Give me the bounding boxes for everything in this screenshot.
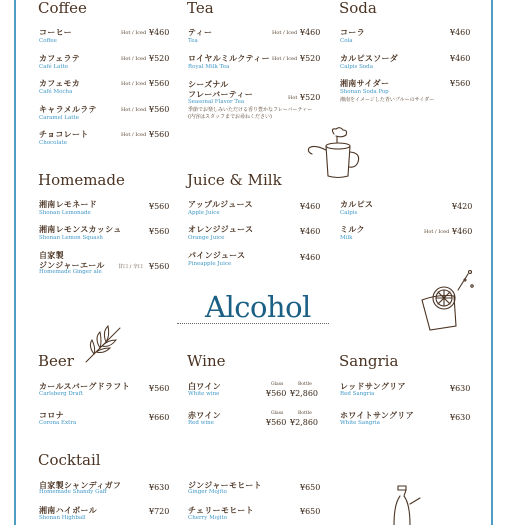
left-frame-border bbox=[14, 0, 16, 525]
item-name-jp: 自家製シャンディガフ bbox=[39, 481, 122, 490]
item-price: ¥460 bbox=[300, 227, 321, 236]
item-name-jp: 湘南レモンスカッシュ bbox=[39, 225, 122, 234]
item-name-jp: オレンジジュース bbox=[188, 225, 254, 234]
item-name-en: Shonan Lemonade bbox=[39, 210, 91, 216]
alcohol-divider bbox=[177, 323, 329, 324]
item-name-en: Red wine bbox=[188, 420, 214, 426]
item-name-jp: ジンジャーモヒート bbox=[188, 481, 262, 490]
item-name-en: Orange Juice bbox=[188, 235, 225, 241]
item-price: ¥630 bbox=[149, 483, 170, 492]
item-option: Hot bbox=[288, 95, 298, 101]
item-price: ¥560 bbox=[149, 79, 170, 88]
item-name-en: Homemade Ginger ale bbox=[39, 269, 102, 275]
item-price: ¥460 bbox=[149, 28, 170, 37]
item-name-jp: レッドサングリア bbox=[340, 382, 406, 391]
item-price: ¥560 bbox=[149, 130, 170, 139]
item-price: ¥650 bbox=[300, 507, 321, 516]
item-name-en: Homemade Shandy Gaff bbox=[39, 489, 107, 495]
lemon-drink-illustration bbox=[416, 268, 478, 334]
item-name-en: Royal Milk Tea bbox=[188, 64, 230, 70]
item-option: Hot / Iced bbox=[272, 30, 298, 36]
item-name-jp: カルピスソーダ bbox=[340, 54, 399, 63]
section-title-wine: Wine bbox=[187, 352, 226, 370]
item-note: 季節でお楽しみいただける香り豊かなフレーバーティー bbox=[188, 107, 313, 113]
item-option: Hot / Iced bbox=[121, 56, 147, 62]
item-name-jp: ホワイトサングリア bbox=[340, 411, 414, 420]
item-name-jp: 湘南レモネード bbox=[39, 200, 98, 209]
item-price: ¥560 bbox=[149, 262, 170, 271]
glass-price: ¥560 bbox=[266, 418, 287, 427]
bottle-label: Bottle bbox=[298, 382, 312, 387]
item-name-jp: コロナ bbox=[39, 411, 64, 420]
item-name-jp: 白ワイン bbox=[188, 382, 221, 391]
item-name-jp: パインジュース bbox=[188, 251, 246, 260]
section-title-sangria: Sangria bbox=[339, 352, 399, 370]
item-price: ¥560 bbox=[149, 202, 170, 211]
item-name-en: Pineapple Juice bbox=[188, 261, 232, 267]
item-price: ¥720 bbox=[149, 507, 170, 516]
item-name-en: Milk bbox=[340, 235, 353, 241]
item-option: Hot / Iced bbox=[121, 107, 147, 113]
glass-price: ¥560 bbox=[266, 389, 287, 398]
item-price: ¥560 bbox=[149, 227, 170, 236]
item-name-en: Calpis Soda bbox=[340, 64, 373, 70]
item-name-jp: ティー bbox=[188, 28, 213, 37]
bottle-label: Bottle bbox=[298, 411, 312, 416]
item-name-jp: チョコレート bbox=[39, 130, 89, 139]
item-name-en: Café Mocha bbox=[39, 89, 73, 95]
item-option: Hot / Iced bbox=[424, 229, 450, 235]
glass-label: Glass bbox=[271, 411, 284, 416]
item-price: ¥420 bbox=[452, 202, 473, 211]
item-name-en: White wine bbox=[188, 391, 220, 397]
item-name-jp-line2: ジンジャーエール bbox=[39, 261, 105, 270]
item-name-jp: カフェモカ bbox=[39, 79, 81, 88]
item-name-jp: アップルジュース bbox=[188, 200, 253, 209]
item-price: ¥460 bbox=[452, 227, 473, 236]
item-name-jp: キャラメルラテ bbox=[39, 105, 97, 114]
section-title-soda: Soda bbox=[339, 0, 377, 17]
item-price: ¥460 bbox=[450, 54, 471, 63]
item-price: ¥520 bbox=[300, 93, 321, 102]
alcohol-heading: Alcohol bbox=[205, 290, 311, 324]
item-option: Hot / Iced bbox=[121, 30, 147, 36]
bottle-illustration bbox=[386, 484, 426, 525]
item-price: ¥460 bbox=[300, 253, 321, 262]
section-title-juice-milk: Juice & Milk bbox=[187, 171, 282, 189]
item-price: ¥460 bbox=[300, 28, 321, 37]
item-name-en: Cola bbox=[340, 38, 353, 44]
bottle-price: ¥2,860 bbox=[290, 418, 318, 427]
item-option: Hot / Iced bbox=[121, 132, 147, 138]
item-option: Hot / Iced bbox=[272, 56, 298, 62]
item-name-jp: チェリーモヒート bbox=[188, 506, 254, 515]
item-name-en: Coffee bbox=[39, 38, 57, 44]
item-price: ¥630 bbox=[450, 413, 471, 422]
item-name-jp: カールスバーグドラフト bbox=[39, 382, 130, 391]
item-name-jp-line1: シーズナル bbox=[188, 80, 229, 89]
section-title-tea: Tea bbox=[187, 0, 214, 17]
item-name-jp-line2: フレーバーティー bbox=[188, 90, 254, 99]
item-note: (内容はスタッフまでお尋ねください) bbox=[188, 114, 272, 120]
item-name-en: Calpis bbox=[340, 210, 358, 216]
item-name-en: Cherry Mojito bbox=[188, 515, 228, 521]
item-name-jp: 湘南ハイボール bbox=[39, 506, 97, 515]
item-name-en: White Sangria bbox=[340, 420, 380, 426]
item-name-jp: カルピス bbox=[340, 200, 374, 209]
item-name-jp: 赤ワイン bbox=[188, 411, 221, 420]
item-name-en: Seasonal Flavor Tea bbox=[188, 99, 245, 105]
item-name-en: Tea bbox=[188, 38, 198, 44]
item-price: ¥630 bbox=[450, 384, 471, 393]
item-name-en: Caramel Latte bbox=[39, 115, 79, 121]
section-title-beer: Beer bbox=[38, 352, 74, 370]
item-price: ¥660 bbox=[149, 413, 170, 422]
item-price: ¥560 bbox=[149, 384, 170, 393]
item-name-en: Red Sangria bbox=[340, 391, 375, 397]
item-name-en: Shonan Highball bbox=[39, 515, 86, 521]
item-name-jp: コーラ bbox=[340, 28, 365, 37]
item-price: ¥560 bbox=[450, 79, 471, 88]
item-name-en: Apple Juice bbox=[188, 210, 220, 216]
item-name-jp-line1: 自家製 bbox=[39, 251, 64, 260]
item-price: ¥520 bbox=[149, 54, 170, 63]
item-note: 湘南をイメージした青いブルーのサイダー bbox=[340, 97, 435, 103]
item-name-en: Carlsberg Draft bbox=[39, 391, 83, 397]
item-name-jp: カフェラテ bbox=[39, 54, 81, 63]
item-option: 甘口 / 辛口 bbox=[118, 264, 143, 270]
bottle-price: ¥2,860 bbox=[290, 389, 318, 398]
item-price: ¥460 bbox=[450, 28, 471, 37]
item-price: ¥650 bbox=[300, 483, 321, 492]
section-title-homemade: Homemade bbox=[38, 171, 125, 189]
item-name-jp: ミルク bbox=[340, 225, 365, 234]
coffee-mug-illustration bbox=[306, 126, 364, 180]
herb-sprig-illustration bbox=[82, 322, 124, 366]
item-name-en: Shonan Soda Pop bbox=[340, 89, 389, 95]
item-option: Hot / Iced bbox=[121, 81, 147, 87]
item-price: ¥460 bbox=[300, 202, 321, 211]
item-name-en: Café Latte bbox=[39, 64, 69, 70]
section-title-coffee: Coffee bbox=[38, 0, 87, 17]
section-title-cocktail: Cocktail bbox=[38, 451, 101, 469]
right-frame-border bbox=[491, 0, 493, 525]
item-name-en: Ginger Mojito bbox=[188, 489, 227, 495]
item-name-en: Chocolate bbox=[39, 140, 67, 146]
item-price: ¥560 bbox=[149, 105, 170, 114]
item-name-en: Corona Extra bbox=[39, 420, 77, 426]
item-name-jp: 湘南サイダー bbox=[340, 79, 390, 88]
item-price: ¥520 bbox=[300, 54, 321, 63]
item-name-jp: コーヒー bbox=[39, 28, 72, 37]
item-name-en: Shonan Lemon Squash bbox=[39, 235, 103, 241]
item-name-jp: ロイヤルミルクティー bbox=[188, 54, 270, 63]
glass-label: Glass bbox=[271, 382, 284, 387]
